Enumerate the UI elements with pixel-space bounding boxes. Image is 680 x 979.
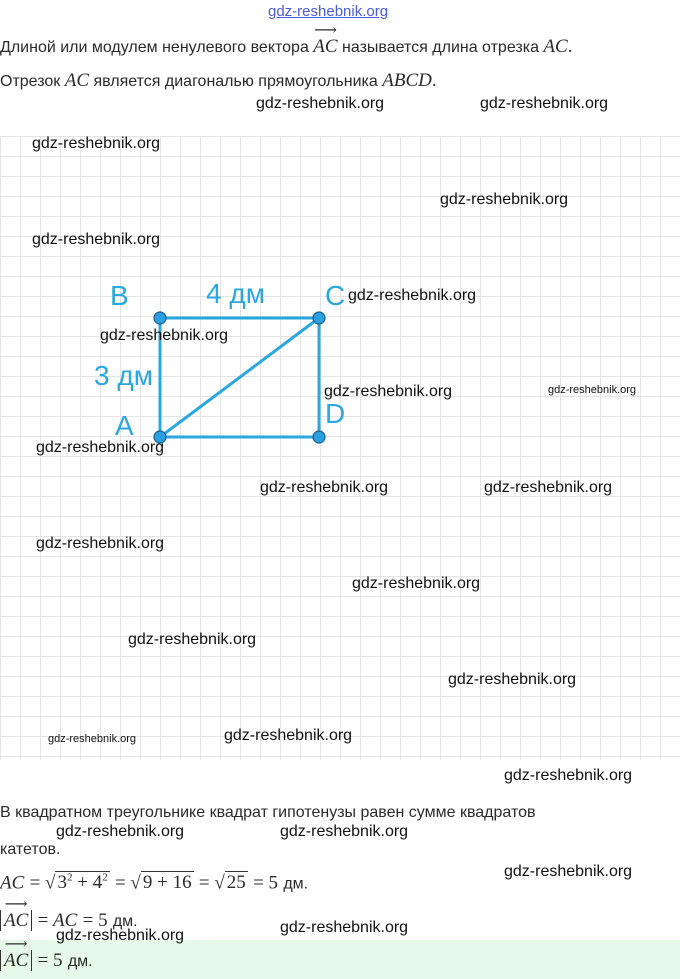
watermark[interactable]: gdz-reshebnik.org — [36, 535, 165, 552]
theorem-line-2: катетов. — [0, 841, 61, 858]
watermark[interactable]: gdz-reshebnik.org — [48, 733, 137, 745]
watermark[interactable]: gdz-reshebnik.org — [128, 631, 257, 648]
rect-abcd: ABCD — [382, 70, 432, 91]
watermark[interactable]: gdz-reshebnik.org — [36, 439, 165, 456]
watermark[interactable]: gdz-reshebnik.org — [440, 191, 569, 208]
watermark[interactable]: gdz-reshebnik.org — [32, 231, 161, 248]
watermark[interactable]: gdz-reshebnik.org — [100, 327, 229, 344]
answer-unit: дм. — [67, 953, 93, 970]
watermark[interactable]: gdz-reshebnik.org — [224, 727, 353, 744]
formula-sum: 9 + 16 — [142, 872, 192, 894]
formula-b1: 3 — [57, 872, 67, 894]
vertex-a-label: A — [115, 410, 134, 441]
theorem-line-1: В квадратном треугольнике квадрат гипотенузы равен сумме квадратов — [0, 804, 536, 821]
watermark[interactable]: gdz-reshebnik.org — [548, 384, 637, 396]
formula-unit: дм. — [283, 875, 309, 893]
watermark[interactable]: gdz-reshebnik.org — [280, 823, 409, 840]
modulus-result: 5 — [98, 910, 108, 931]
header-watermark[interactable]: gdz-reshebnik.org — [268, 3, 389, 20]
vertex-c-label: C — [325, 280, 346, 311]
diagonal-mid: является диагональю прямоугольника — [93, 73, 378, 90]
vector-ac: ⟶ AC — [313, 22, 338, 57]
answer-result: 5 — [53, 950, 63, 971]
watermark[interactable]: gdz-reshebnik.org — [260, 479, 389, 496]
diagonal-line: Отрезок AC является диагональю прямоугольника ABCD. — [0, 70, 437, 91]
watermark[interactable]: gdz-reshebnik.org — [280, 919, 409, 936]
watermark[interactable]: gdz-reshebnik.org — [324, 383, 453, 400]
watermark[interactable]: gdz-reshebnik.org — [348, 287, 477, 304]
answer-highlight — [0, 936, 680, 979]
formula-result: 5 — [268, 872, 279, 894]
watermark[interactable]: gdz-reshebnik.org — [504, 767, 633, 784]
formula-b2: 4 — [92, 872, 103, 894]
vertex-d-label: D — [325, 398, 346, 429]
segment-ac: AC — [543, 36, 568, 57]
modulus-line: ⟶ AC = AC = 5 дм. — [0, 910, 138, 932]
definition-line: Длиной или модулем ненулевого вектора ⟶ AC называется длина отрезка AC. — [0, 22, 573, 57]
watermark[interactable]: gdz-reshebnik.org — [56, 823, 185, 840]
formula-line: AC = √ $3^2 + 4^2$ = √ 9 + 16 = √ 25 = 5 дм. — [0, 872, 309, 894]
watermark[interactable]: gdz-reshebnik.org — [484, 479, 613, 496]
segment-ac-2: AC — [64, 70, 90, 91]
watermark[interactable]: gdz-reshebnik.org — [504, 863, 633, 880]
diagonal-text: Отрезок — [0, 73, 61, 90]
point-d — [313, 431, 325, 443]
watermark[interactable]: gdz-reshebnik.org — [56, 927, 185, 944]
point-b — [154, 312, 166, 324]
answer-vector: ⟶ AC — [4, 936, 29, 971]
watermark[interactable]: gdz-reshebnik.org — [352, 575, 481, 592]
watermark[interactable]: gdz-reshebnik.org — [480, 95, 609, 112]
watermark[interactable]: gdz-reshebnik.org — [448, 671, 577, 688]
width-label: 4 дм — [206, 278, 265, 309]
point-c — [313, 312, 325, 324]
modulus-vector: ⟶ AC — [4, 896, 29, 931]
definition-tail: называется длина отрезка — [342, 39, 539, 56]
height-label: 3 дм — [94, 360, 153, 391]
definition-text: Длиной или модулем ненулевого вектора — [0, 39, 309, 56]
answer-line: ⟶ AC = 5 дм. — [0, 950, 93, 972]
watermark[interactable]: gdz-reshebnik.org — [32, 135, 161, 152]
watermark[interactable]: gdz-reshebnik.org — [256, 95, 385, 112]
vertex-b-label: B — [110, 280, 129, 311]
modulus-unit: дм. — [112, 913, 138, 930]
modulus-eq: AC — [53, 910, 78, 931]
formula-root: 25 — [226, 872, 246, 894]
formula-lhs: AC — [0, 872, 25, 894]
